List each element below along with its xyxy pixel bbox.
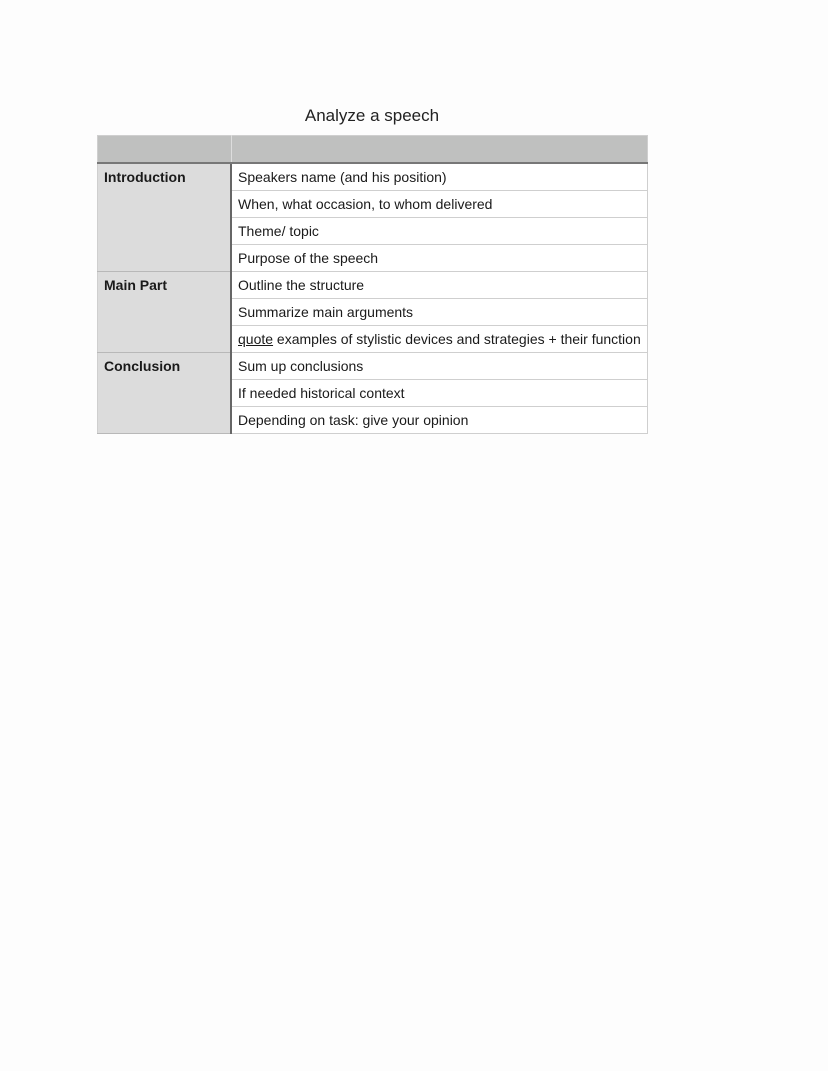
cell-text: examples of stylistic devices and strategies + their function bbox=[273, 331, 641, 347]
section-label-main-part: Main Part bbox=[98, 272, 232, 353]
table-cell: Outline the structure bbox=[231, 272, 648, 299]
underlined-word: quote bbox=[238, 331, 274, 347]
header-cell-content bbox=[231, 136, 648, 164]
speech-analysis-table bbox=[97, 135, 648, 434]
table-cell bbox=[231, 326, 648, 353]
table-cell: Theme/ topic bbox=[231, 218, 648, 245]
table-cell: Purpose of the speech bbox=[231, 245, 648, 272]
section-label-conclusion: Conclusion bbox=[98, 353, 232, 434]
table-cell: Depending on task: give your opinion bbox=[231, 407, 648, 434]
page-title: Analyze a speech bbox=[304, 106, 440, 125]
section-label-introduction: Introduction bbox=[98, 163, 232, 272]
header-cell-section bbox=[98, 136, 232, 164]
table-row bbox=[98, 272, 648, 299]
table-row bbox=[98, 353, 648, 380]
table-header-row bbox=[98, 136, 648, 164]
table-cell: Sum up conclusions bbox=[231, 353, 648, 380]
table-row bbox=[98, 163, 648, 191]
table-cell: When, what occasion, to whom delivered bbox=[231, 191, 648, 218]
table-cell: If needed historical context bbox=[231, 380, 648, 407]
table-cell: Speakers name (and his position) bbox=[231, 163, 648, 191]
table-cell: Summarize main arguments bbox=[231, 299, 648, 326]
